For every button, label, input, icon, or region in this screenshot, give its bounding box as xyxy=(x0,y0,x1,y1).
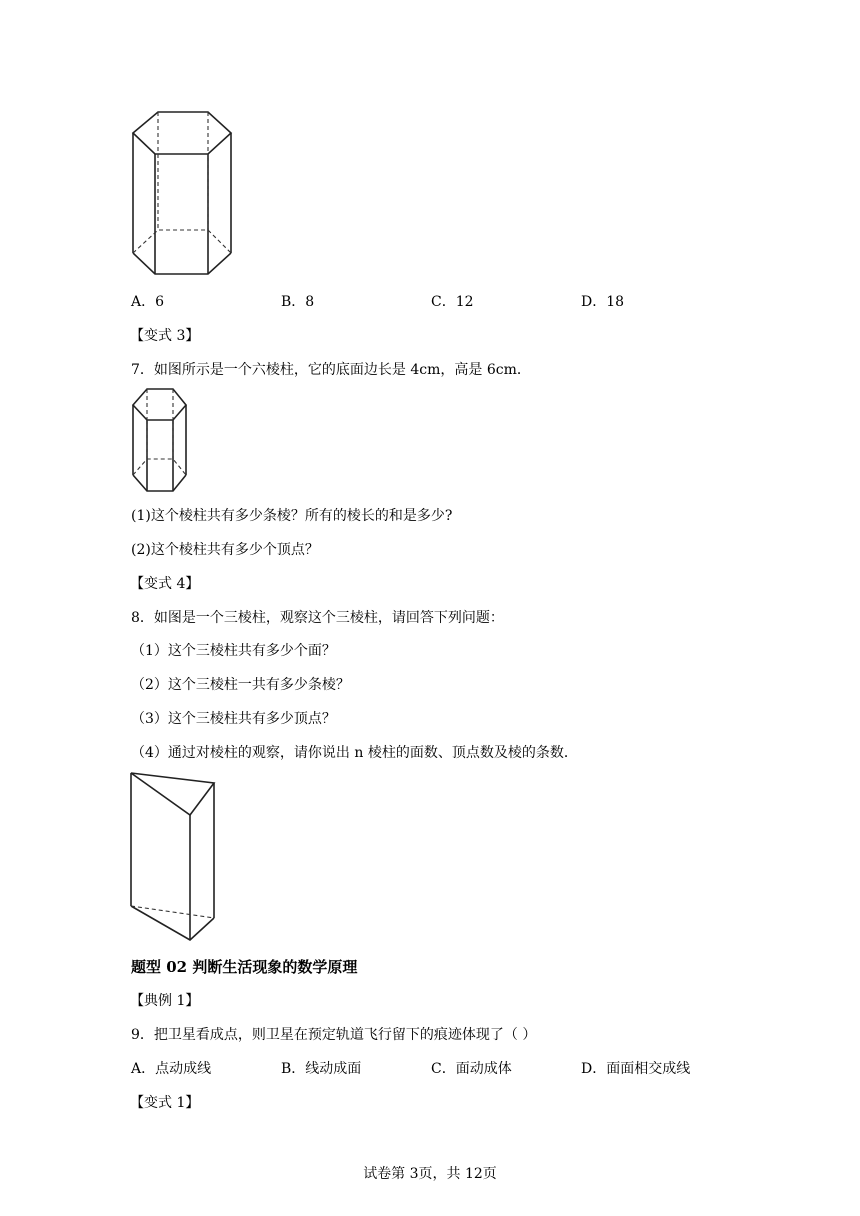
example-1-label: 【典例 1】 xyxy=(130,993,200,1009)
q6-option-a: A．6 xyxy=(131,294,165,310)
q7-sub-question-2: (2)这个棱柱共有多少个顶点？ xyxy=(131,542,319,558)
hexagonal-prism-figure-small xyxy=(131,387,191,497)
q6-option-c: C．12 xyxy=(431,294,474,310)
q8-stem: 8．如图是一个三棱柱，观察这个三棱柱，请回答下列问题： xyxy=(131,610,504,626)
q6-option-b: B．8 xyxy=(281,294,315,310)
q8-sub-question-1: （1）这个三棱柱共有多少个面？ xyxy=(131,643,336,659)
variant-4-label: 【变式 4】 xyxy=(130,576,200,592)
q9-option-d: D．面面相交成线 xyxy=(581,1061,691,1077)
q9-stem: 9．把卫星看成点，则卫星在预定轨道飞行留下的痕迹体现了（ ） xyxy=(131,1027,537,1043)
triangular-prism-figure xyxy=(128,768,223,948)
variant-3-label: 【变式 3】 xyxy=(130,328,200,344)
section-title: 题型 02 判断生活现象的数学原理 xyxy=(131,958,358,976)
page-footer: 试卷第 3页，共 12页 xyxy=(363,1166,497,1182)
q9-option-a: A．点动成线 xyxy=(131,1061,212,1077)
q6-option-d: D．18 xyxy=(581,294,625,310)
q7-sub-question-1: (1)这个棱柱共有多少条棱？所有的棱长的和是多少? xyxy=(131,508,453,524)
q8-sub-question-3: （3）这个三棱柱共有多少顶点？ xyxy=(131,711,336,727)
q7-stem: 7．如图所示是一个六棱柱，它的底面边长是 4cm，高是 6cm． xyxy=(131,362,531,378)
q8-sub-question-2: （2）这个三棱柱一共有多少条棱？ xyxy=(131,677,350,693)
hexagonal-prism-figure-large xyxy=(128,108,238,278)
q9-option-c: C．面动成体 xyxy=(431,1061,512,1077)
q8-sub-question-4: （4）通过对棱柱的观察，请你说出 n 棱柱的面数、顶点数及棱的条数． xyxy=(131,745,578,761)
variant-1-label: 【变式 1】 xyxy=(130,1095,200,1111)
q9-option-b: B．线动成面 xyxy=(281,1061,362,1077)
